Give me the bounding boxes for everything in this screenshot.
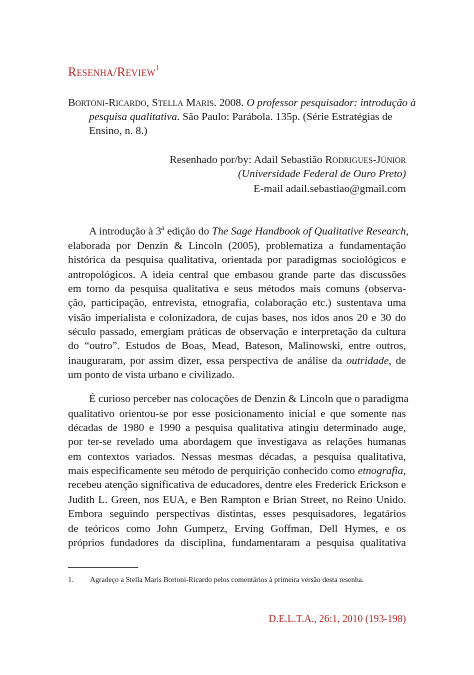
text-run: , xyxy=(403,465,406,478)
text-run: mais especificamente seu método de perquirição conhecido como xyxy=(68,465,358,478)
text-run: edição do xyxy=(164,225,212,238)
body-text xyxy=(68,221,409,560)
superscript: a xyxy=(161,224,165,232)
section-title-text: Resenha/Review xyxy=(68,65,156,79)
text-line: por ter-se revelado uma abordagem que investigava as relações humanas xyxy=(68,436,406,449)
reference-author: Bortoni-Ricardo, Stella Maris. 2008. xyxy=(68,97,247,109)
text-line: um ponto de vista urbano e civilizado. xyxy=(68,369,235,382)
text-line: É curioso perceber nas colocações de Denzin & Lincoln que o paradigma xyxy=(89,393,409,406)
text-line: do “outro”. Estudos de Boas, Mead, Bateson, Malinowski, entre outros, xyxy=(68,340,406,353)
text-line xyxy=(68,354,406,368)
text-line: elaborada por Denzin & Lincoln (2005), problematiza a fundamentação xyxy=(68,239,406,252)
text-line: próprios fundadores da disciplina, fundamentaram a pesquisa qualitativa xyxy=(68,536,406,549)
italic-term: outridade xyxy=(346,354,389,367)
text-line: de teóricos como John Gumperz, Erving Goffman, Dell Hymes, e os xyxy=(68,522,406,535)
reference-line xyxy=(68,111,406,125)
text-line: histórica da pesquisa qualitativa, orientada por paradigmas sociológicos e xyxy=(68,254,406,267)
reference-series: Ensino, n. 8.) xyxy=(89,124,148,137)
text-line: antropológicos. A ideia central que embasou grande parte das discussões xyxy=(68,268,406,281)
footnote xyxy=(68,575,408,584)
text-line: século passado, emergiam práticas de observação e interpretação da cultura xyxy=(68,326,406,339)
text-line: visão imperialista e colonizadora, de cujas bases, nos idos anos 20 e 30 do xyxy=(68,311,406,324)
reference-title-cont: pesquisa qualitativa xyxy=(89,110,178,123)
paragraph xyxy=(68,221,409,382)
text-line xyxy=(68,464,406,478)
reference-publisher: . São Paulo: Parábola. 135p. (Série Estratégias de xyxy=(177,110,393,123)
footnote-text: Agradeço a Stella Maris Bortoni-Ricardo pelos comentários à primeira versão desta resenha. xyxy=(90,575,364,584)
reference-title: O professor pesquisador: introdução à xyxy=(246,97,416,109)
text-line: recebeu atenção significativa de educadores, dentre eles Frederick Erickson e xyxy=(68,479,406,492)
text-run: A introdução à 3 xyxy=(89,225,162,238)
text-run: , xyxy=(405,225,409,238)
affiliation-text: (Universidade Federal de Ouro Preto) xyxy=(238,168,406,181)
journal-citation: D.E.L.T.A., 26:1, 2010 (193-198) xyxy=(268,614,406,625)
reviewer-prefix: Resenhado por/by: Adail Sebastião xyxy=(169,154,326,166)
reference-line xyxy=(68,97,416,111)
text-line: ção, participação, entrevista, etnografia, colaboração etc.) sustentava uma xyxy=(68,297,406,310)
bibliographic-reference xyxy=(68,97,416,139)
text-line: Judith L. Green, nos EUA, e Ben Rampton e Brian Street, no Reino Unido. xyxy=(68,493,406,506)
section-title xyxy=(68,64,159,80)
book-title: The Sage Handbook of Qualitative Research xyxy=(211,225,406,238)
reviewer-surname: Rodrigues-Júnior xyxy=(325,154,406,166)
reviewer-name xyxy=(86,153,406,167)
italic-term: etnografia xyxy=(357,465,404,478)
text-line xyxy=(68,221,409,239)
footnote-number: 1. xyxy=(68,575,74,584)
text-line: qualitativo orientou-se por esse posicionamento inicial e que somente nas xyxy=(68,407,406,420)
reviewer-email[interactable]: E-mail adail.sebastiao@gmail.com xyxy=(253,182,406,195)
paragraph xyxy=(68,392,409,550)
reviewer-affiliation xyxy=(86,167,406,181)
text-line: Embora seguindo perspectivas distintas, esses pesquisadores, legatários xyxy=(68,508,406,521)
text-line: décadas de 1980 e 1990 a pesquisa qualitativa atingiu determinado auge, xyxy=(68,422,406,435)
reference-line xyxy=(68,125,406,139)
footnote-marker[interactable]: 1 xyxy=(155,64,160,72)
reviewer-block xyxy=(86,153,406,196)
text-run: , de xyxy=(388,354,406,367)
text-line: em torno da pesquisa qualitativa e seus métodos mais comuns (observa- xyxy=(68,283,406,295)
text-line: em contextos variados. Nessas mesmas décadas, a pesquisa qualitativa, xyxy=(68,450,406,463)
text-run: inauguraram, por assim dizer, essa perspectiva de análise da xyxy=(68,354,347,367)
footnote-divider xyxy=(68,567,138,568)
